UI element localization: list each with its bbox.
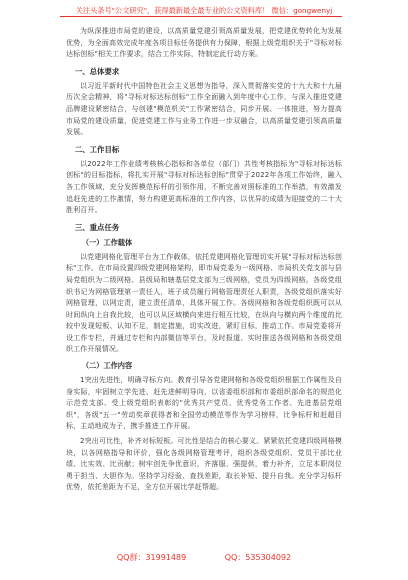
general-requirements-paragraph: 以习近平新时代中国特色社会主义思想为指导，深入贯彻落实党的十九大和十九届历次全会精神，将"寻标对标达标创标"工作全面融入到年度中心工作，与深入推进党建品牌建设紧密结合，与创建"模范机关"工作紧密结合，同步开展、一体推进，努力提高市局党的建设质量，促进党建工作与业务工作进一步双融合，以高质量党建引领高质量发展。	[66, 81, 342, 137]
work-carrier-paragraph: 以党建网格化管理平台为工作载体，依托党建网格化管理切实开展"寻标对标达标创标"工作。在市局设置四级党建网格架构，即市局党委为一级网格、市局机关党支部与县局党组织为二级网格、县级局和辖基层党支部为三级网格，党员为四级网格。各级党组织书记为网格管理第一责任人，班子成员履行网格管理责任人职责，各级党组织落实好网格管理，以网定责，建立责任清单，具体开展工作。各级网格和各级党组织既可以从时间纵向上自我比较，也可以从区域横向来进行相互比较，在纵向与横向两个维度的比较中发现短板、认知不足，制定措施，切实改进，紧盯目标，推动工作。市局党委将开设工作专栏，并通过专栏和内部微信等平台，及时报道、实时推送各级网格和各级党组织工作开展情况。	[66, 252, 342, 354]
section-heading-general-requirements: 一、总体要求	[74, 66, 120, 76]
work-goals-paragraph: 以2022年工作业绩考核核心指标和各单位（部门）共性考核指标为"寻标对标达标创标"的目标指标，将扎实开展"寻标对标达标创标"贯穿于2022年各项工作始终，融入各工作领域，充分发挥模范标杆的引领作用，不断完善对照标准的工作举措，有效激发追赶先进的工作激情，努力构建更高标准的工作内容，以优异的成绩为迎接党的二十大胜利召开。	[66, 159, 342, 215]
section-heading-work-goals: 二、工作目标	[74, 144, 120, 154]
section-heading-key-tasks: 三、重点任务	[74, 222, 120, 232]
qq-group-text: QQ群：31991489	[116, 553, 187, 562]
document-body	[66, 26, 342, 497]
subheading-work-carrier: （一）工作载体	[81, 237, 133, 247]
contact-footer	[0, 552, 408, 563]
banner-divider	[60, 16, 342, 17]
work-content-paragraph-1: 1突出先进性，明确寻标方向。教育引导各党建网格和各级党组织根据工作属性及自身实际，牢固树立学先进、赶先进鲜明导向，以省委组织部和市委组织部命名的规范化示范党支部、受上级党组织表彰的"优秀共产党员、优秀党务工作者、先进基层党组织"，各级"五一"劳动奖章获得者和全国劳动模范等作为学习榜样，比争标杆和赶超目标，主动地成为子，携手推进工作开展。	[66, 376, 343, 431]
promo-banner: 关注头条号"公文研究"，获得最新最全最专业的公文资料库！ 微信：gongwenyj	[75, 6, 333, 15]
work-content-paragraph-2: 2突出可比性，补齐对标短板。可比性是结合的核心要义。紧紧依托党建四级网格模块，以各网格指导和评价，强化各级网格管理考评，组织各级党组织、党员干部比业绩、比实效、比贡献；树牢创先争优意识，齐落服、强提供，着力补齐，立足本职岗位勇于担当、大胆作为。坚持学习经验、查找差距，取长补短、提升自我。充分学习标杆优势，依托差距为不足，全方位开展比学赶帮超。	[66, 437, 343, 492]
intro-paragraph: 为纵深推进市局党的建设，以高质量党建引领高质量发展，把党建优势转化为发展优势，为全面高效完成年度各项目标任务提供有力保障，根据上级党组织关于"寻标对标达标创标"相关工作要求，结合工作实际，特制定此行动方案。	[66, 27, 342, 59]
qq-text: QQ：535304092	[224, 553, 292, 562]
subheading-work-content: （二）工作内容	[81, 361, 133, 371]
